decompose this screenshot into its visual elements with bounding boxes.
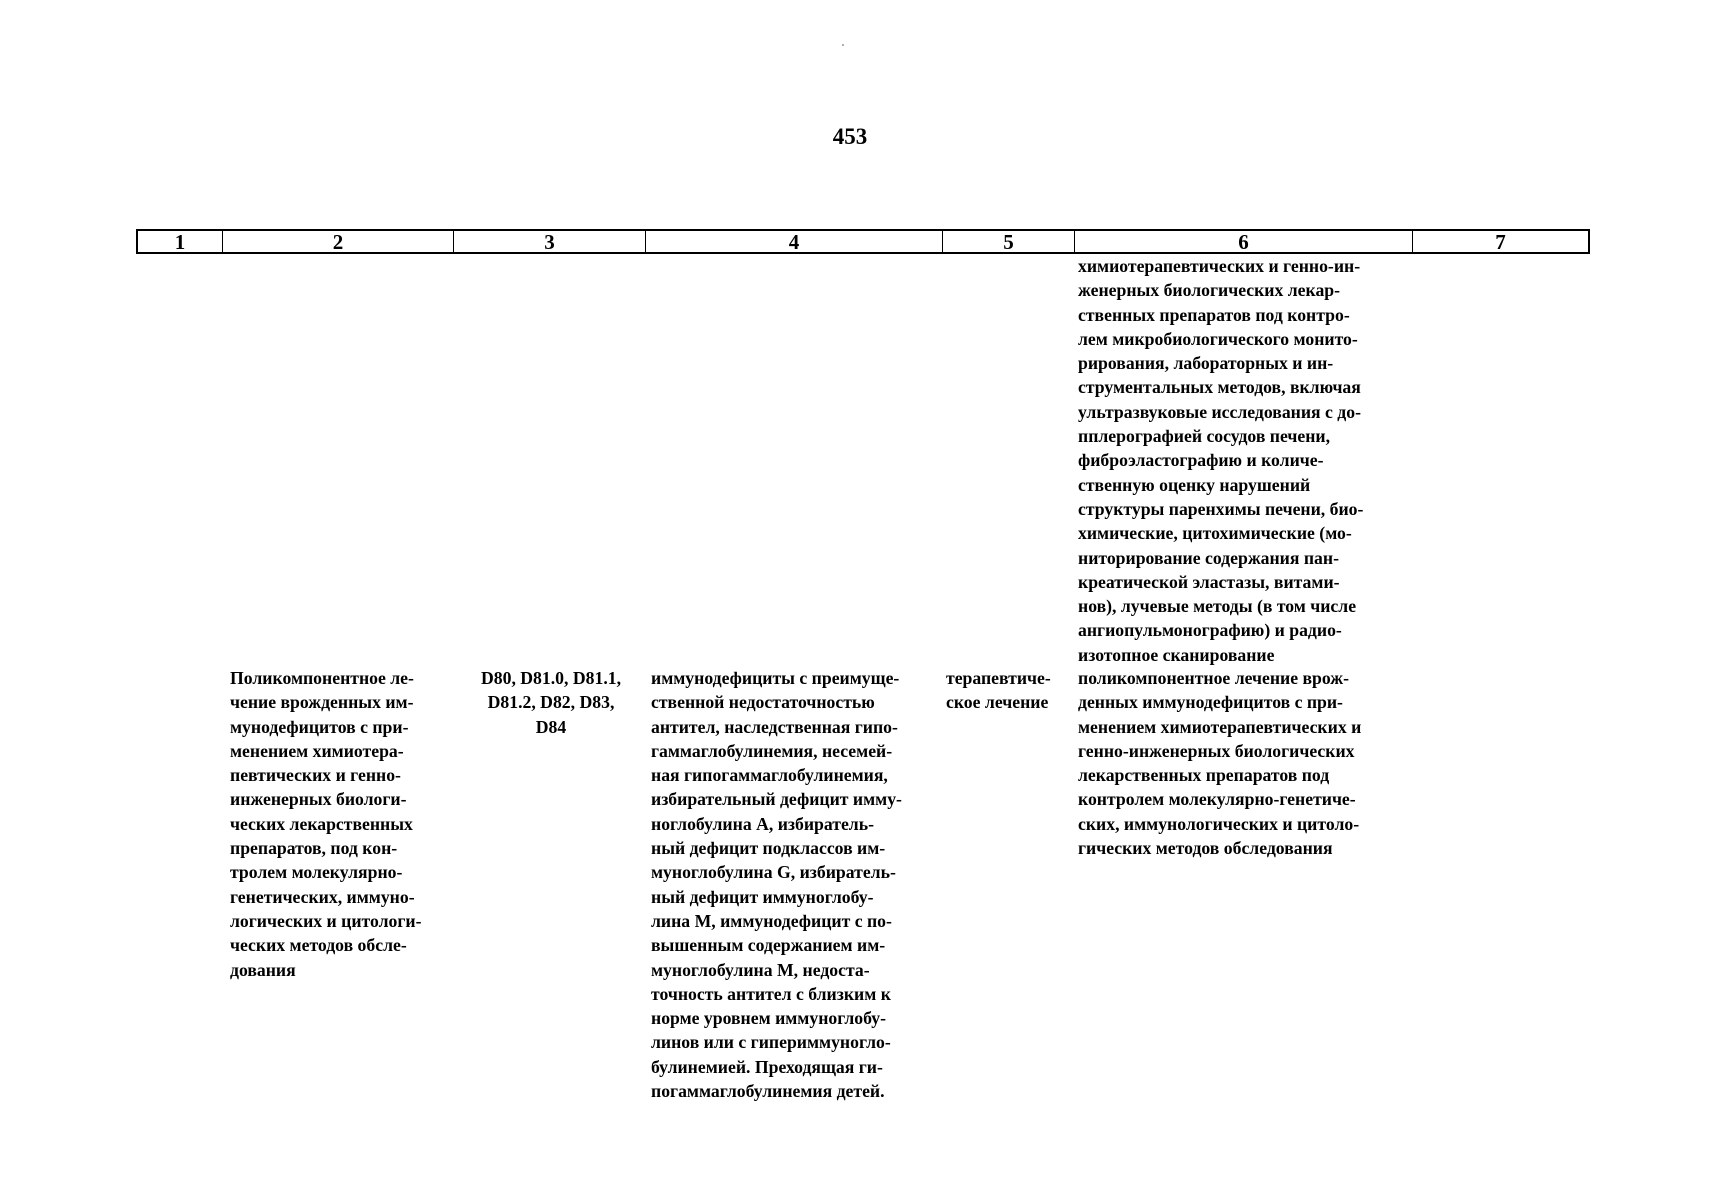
- table-header-row: [136, 229, 1590, 254]
- column-header-2: 2: [223, 231, 454, 252]
- column-header-7: 7: [1495, 230, 1506, 254]
- column-header-1: 1: [138, 231, 223, 252]
- treatment-type-cell: Поликомпонентное ле- чение врожденных им- мунодефицитов с при- менением химиотера- певтических и генно- инженерных биологи- ческих лекарственных препаратов, под кон- тролем молекулярно- генетических, иммуно- логических и цитологи- ческих методов обсле- дования: [230, 668, 422, 980]
- icd-codes-cell: D80, D81.0, D81.1, D81.2, D82, D83, D84: [480, 668, 622, 737]
- column-header-6: 6: [1075, 231, 1413, 252]
- column-6-continuation-text: химиотерапевтических и генно-ин- женерных биологических лекар- ственных препаратов под контро- лем микробиологического монито- рирования, лабораторных и ин- струментальных методов, включая ультразвуковые исследования с до- пплерографией сосудов печени, фиброэластографию и количе- ственную оценку нарушений структуры паренхимы печени, био- химические, цитохимические (мо- ниторирование содержания пан- креатической эластазы, витами- нов), лучевые методы (в том числе ангиопульмонографию) и радио- изотопное сканирование: [1078, 256, 1364, 665]
- scan-speck: [842, 44, 844, 46]
- treatment-method-cell: поликомпонентное лечение врож- денных иммунодефицитов с при- менением химиотерапевтических и генно-инженерных биологических лекарственных препаратов под контролем молекулярно-генетиче- ских, иммунологических и цитоло- гических методов обследования: [1078, 668, 1362, 859]
- patient-model-cell: иммунодефициты с преимуще- ственной недостаточностью антител, наследственная гипо- гаммаглобулинемия, несемей- ная гипогаммаглобулинемия, избирательный дефицит имму- ноглобулина А, избиратель- ный дефицит подклассов им- муноглобулина G, избиратель- ный дефицит иммуноглобу- лина М, иммунодефицит с по- вышенным содержанием им- муноглобулина М, недоста- точность антител с близким к норме уровнем иммуноглобу- линов или с гипериммуногло- булинемией. Преходящая ги- погаммаглобулинемия детей.: [651, 668, 902, 1102]
- treatment-kind-cell: терапевтиче- ское лечение: [946, 668, 1051, 713]
- page-number: 453: [832, 124, 868, 149]
- column-header-3: 3: [454, 231, 646, 252]
- column-header-4: 4: [646, 231, 943, 252]
- column-header-5: 5: [943, 231, 1075, 252]
